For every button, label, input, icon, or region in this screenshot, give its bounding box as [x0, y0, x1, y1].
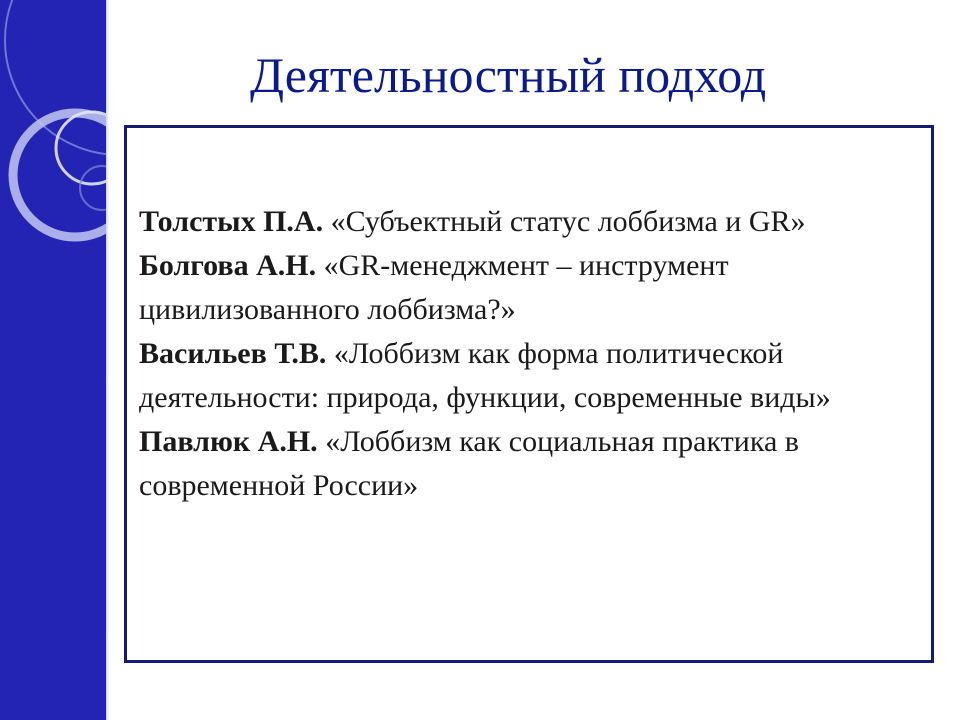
entry-work: «GR-менеджмент – инструмент цивилизованного лоббизма?» [139, 249, 729, 326]
ring-decoration [0, 0, 106, 720]
entry-author: Толстых П.А. [139, 205, 324, 238]
entry-vasiliev [139, 332, 919, 420]
entry-tolstykh [139, 200, 919, 244]
slide-title: Деятельностный подход [250, 47, 767, 103]
entry-author: Васильев Т.В. [139, 337, 327, 370]
outer-ring [5, 0, 106, 155]
entry-author: Болгова А.Н. [139, 249, 317, 282]
entry-author: Павлюк А.Н. [139, 425, 318, 458]
entry-bolgova [139, 244, 919, 332]
entry-work: «Субъектный статус лоббизма и GR» [323, 205, 806, 238]
small-ring [80, 166, 106, 210]
entry-pavlyuk [139, 420, 919, 508]
entry-work: «Лоббизм как социальная практика в современной России» [139, 425, 799, 502]
side-band-edge [106, 0, 109, 720]
content-box [124, 125, 934, 663]
entry-list [139, 200, 919, 508]
side-band [0, 0, 106, 720]
entry-work: «Лоббизм как форма политической деятельности: природа, функции, современные виды» [139, 337, 831, 414]
